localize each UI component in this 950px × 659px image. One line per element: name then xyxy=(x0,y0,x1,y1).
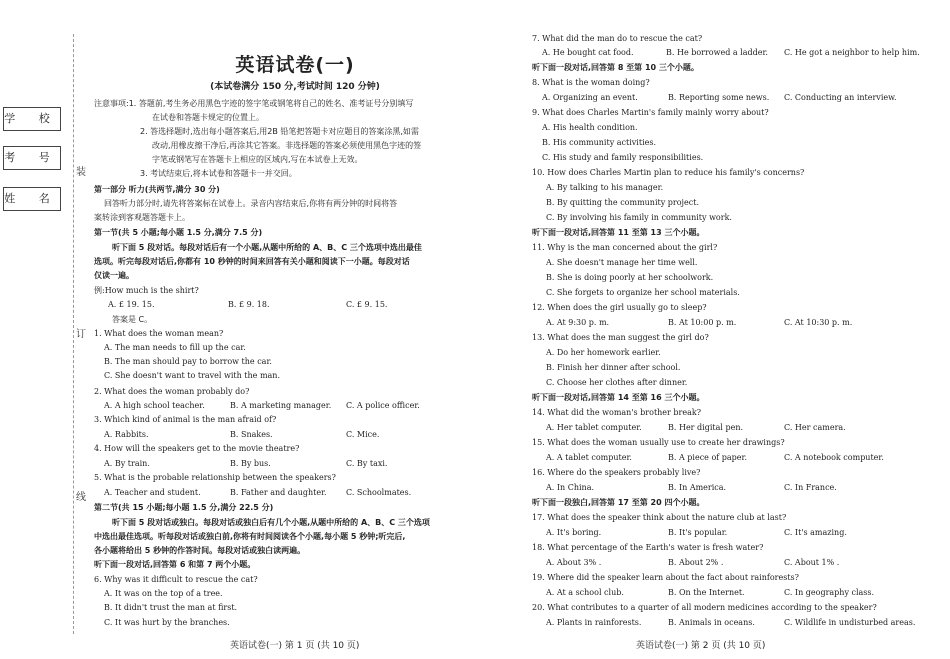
section2-heading: 第二节(共 15 小题;每小题 1.5 分,满分 22.5 分) xyxy=(94,503,274,512)
option-b[interactable]: B. On the Internet. xyxy=(668,588,745,597)
section1-intro: 仅读一遍。 xyxy=(94,271,134,280)
option-b[interactable]: B. Animals in oceans. xyxy=(668,618,755,627)
option-a[interactable]: A. He bought cat food. xyxy=(542,48,634,57)
option-b[interactable]: B. By quitting the community project. xyxy=(546,198,700,207)
option-c[interactable]: C. By taxi. xyxy=(346,459,388,468)
option-c[interactable]: C. In geography class. xyxy=(784,588,875,597)
example-option-a: A. £ 19. 15. xyxy=(108,300,155,309)
notes-line: 3. 考试结束后,将本试卷和答题卡一并交回。 xyxy=(140,169,297,178)
question-17: 17. What does the speaker think about the nature club at last? xyxy=(532,513,787,522)
binding-strip xyxy=(0,0,88,659)
option-a[interactable]: A. About 3% . xyxy=(546,558,602,567)
question-7: 7. What did the man do to rescue the cat? xyxy=(532,34,703,43)
option-a[interactable]: A. Her tablet computer. xyxy=(546,423,642,432)
option-c[interactable]: C. Conducting an interview. xyxy=(784,93,897,102)
option-b[interactable]: B. Finish her dinner after school. xyxy=(546,363,681,372)
question-3: 3. Which kind of animal is the man afraid of? xyxy=(94,415,277,424)
example-question: 例:How much is the shirt? xyxy=(94,286,199,295)
option-a[interactable]: A. A high school teacher. xyxy=(104,401,205,410)
part1-intro: 案转涂到客观题答题卡上。 xyxy=(94,213,190,222)
part1-heading: 第一部分 听力(共两节,满分 30 分) xyxy=(94,185,220,194)
option-c[interactable]: C. About 1% . xyxy=(784,558,840,567)
binding-char-zhuang: 装 xyxy=(76,167,86,178)
option-a[interactable]: A. His health condition. xyxy=(542,123,638,132)
option-b[interactable]: B. In America. xyxy=(668,483,727,492)
option-a[interactable]: A. A tablet computer. xyxy=(546,453,632,462)
part1-intro: 回答听力部分时,请先将答案标在试卷上。录音内容结束后,你将有两分钟的时间将答 xyxy=(104,199,398,208)
option-b[interactable]: B. Father and daughter. xyxy=(230,488,327,497)
option-c[interactable]: C. It was hurt by the branches. xyxy=(104,618,230,627)
option-b[interactable]: B. A marketing manager. xyxy=(230,401,332,410)
question-4: 4. How will the speakers get to the movie theatre? xyxy=(94,444,300,453)
binding-line xyxy=(73,34,74,634)
notes-line: 字笔或钢笔写在答题卡上相应的区域内,写在本试卷上无效。 xyxy=(152,155,363,164)
question-2: 2. What does the woman probably do? xyxy=(94,387,250,396)
section1-intro: 听下面 5 段对话。每段对话后有一个小题,从题中所给的 A、B、C 三个选项中选出最佳 xyxy=(112,243,422,252)
option-c[interactable]: C. She forgets to organize her school materials. xyxy=(546,288,740,297)
option-c[interactable]: C. By involving his family in community work. xyxy=(546,213,732,222)
option-b[interactable]: B. By bus. xyxy=(230,459,271,468)
section2-intro: 听下面 5 段对话或独白。每段对话或独白后有几个小题,从题中所给的 A、B、C 三个选项 xyxy=(112,518,430,527)
option-b[interactable]: B. It's popular. xyxy=(668,528,728,537)
question-11: 11. Why is the man concerned about the girl? xyxy=(532,243,718,252)
option-a[interactable]: A. It was on the top of a tree. xyxy=(104,589,223,598)
option-a[interactable]: A. Organizing an event. xyxy=(542,93,638,102)
option-c[interactable]: C. Wildlife in undisturbed areas. xyxy=(784,618,916,627)
option-c[interactable]: C. Mice. xyxy=(346,430,380,439)
notes-line: 在试卷和答题卡规定的位置上。 xyxy=(152,113,264,122)
option-c[interactable]: C. A police officer. xyxy=(346,401,420,410)
option-a[interactable]: A. Do her homework earlier. xyxy=(546,348,661,357)
option-c[interactable]: C. He got a neighbor to help him. xyxy=(784,48,920,57)
notes-line: 改动,用橡皮擦干净后,再涂其它答案。非选择题的答案必须使用黑色字迹的签 xyxy=(152,141,422,150)
monologue-instruction: 听下面一段独白,回答第 17 至第 20 四个小题。 xyxy=(532,498,705,507)
option-b[interactable]: B. Snakes. xyxy=(230,430,273,439)
question-5: 5. What is the probable relationship between the speakers? xyxy=(94,473,336,482)
option-b[interactable]: B. About 2% . xyxy=(668,558,724,567)
question-19: 19. Where did the speaker learn about the fact about rainforests? xyxy=(532,573,799,582)
option-c[interactable]: C. His study and family responsibilities. xyxy=(542,153,704,162)
question-15: 15. What does the woman usually use to create her drawings? xyxy=(532,438,785,447)
name-label: 姓 名 xyxy=(4,192,60,205)
option-a[interactable]: A. Rabbits. xyxy=(104,430,149,439)
section2-intro: 各小题将给出 5 秒钟的作答时间。每段对话或独白读两遍。 xyxy=(94,546,306,555)
page-2-footer: 英语试卷(一) 第 2 页 (共 10 页) xyxy=(636,641,766,651)
option-c[interactable]: C. In France. xyxy=(784,483,837,492)
section2-intro: 中选出最佳选项。听每段对话或独白前,你将有时间阅读各个小题,每小题 5 秒钟;听完后, xyxy=(94,532,406,541)
school-label: 学 校 xyxy=(4,112,60,125)
option-c[interactable]: C. A notebook computer. xyxy=(784,453,884,462)
question-13: 13. What does the man suggest the girl do? xyxy=(532,333,709,342)
binding-char-ding: 订 xyxy=(76,329,86,340)
option-a[interactable]: A. In China. xyxy=(546,483,595,492)
example-option-c: C. £ 9. 15. xyxy=(346,300,388,309)
option-a[interactable]: A. Teacher and student. xyxy=(104,488,201,497)
option-a[interactable]: A. At 9:30 p. m. xyxy=(546,318,610,327)
option-b[interactable]: B. The man should pay to borrow the car. xyxy=(104,357,272,366)
option-a[interactable]: A. It's boring. xyxy=(546,528,602,537)
example-option-b: B. £ 9. 18. xyxy=(228,300,270,309)
notes-line: 2. 答选择题时,选出每小题答案后,用2B 铅笔把答题卡对应题目的答案涂黑,如需 xyxy=(140,127,419,136)
option-c[interactable]: C. Her camera. xyxy=(784,423,846,432)
option-b[interactable]: B. It didn't trust the man at first. xyxy=(104,603,238,612)
question-10: 10. How does Charles Martin plan to reduce his family's concerns? xyxy=(532,168,805,177)
notes-line: 注意事项:1. 答题前,考生务必用黑色字迹的签字笔或钢笔将自己的姓名、准考证号分别填写 xyxy=(94,99,414,108)
option-a[interactable]: A. Plants in rainforests. xyxy=(546,618,642,627)
binding-char-xian: 线 xyxy=(76,492,86,503)
option-b[interactable]: B. A piece of paper. xyxy=(668,453,748,462)
page-1-footer: 英语试卷(一) 第 1 页 (共 10 页) xyxy=(230,641,360,651)
option-a[interactable]: A. By train. xyxy=(104,459,150,468)
example-answer: 答案是 C。 xyxy=(112,315,153,324)
section1-intro: 选项。听完每段对话后,你都有 10 秒钟的时间来回答有关小题和阅读下一小题。每段对话 xyxy=(94,257,410,266)
option-a[interactable]: A. At a school club. xyxy=(546,588,624,597)
option-b[interactable]: B. Reporting some news. xyxy=(668,93,770,102)
section1-heading: 第一节(共 5 小题;每小题 1.5 分,满分 7.5 分) xyxy=(94,228,263,237)
option-a[interactable]: A. The man needs to fill up the car. xyxy=(104,343,246,352)
option-a[interactable]: A. By talking to his manager. xyxy=(546,183,664,192)
dialog-instruction: 听下面一段对话,回答第 8 至第 10 三个小题。 xyxy=(532,63,699,72)
question-12: 12. When does the girl usually go to sleep? xyxy=(532,303,707,312)
dialog-instruction: 听下面一段对话,回答第 11 至第 13 三个小题。 xyxy=(532,228,705,237)
question-6: 6. Why was it difficult to rescue the cat? xyxy=(94,575,258,584)
school-field[interactable] xyxy=(3,107,61,131)
option-b[interactable]: B. His community activities. xyxy=(542,138,657,147)
option-b[interactable]: B. Her digital pen. xyxy=(668,423,744,432)
question-1: 1. What does the woman mean? xyxy=(94,329,224,338)
question-9: 9. What does Charles Martin's family mainly worry about? xyxy=(532,108,769,117)
question-18: 18. What percentage of the Earth's water is fresh water? xyxy=(532,543,764,552)
option-b[interactable]: B. She is doing poorly at her schoolwork. xyxy=(546,273,714,282)
option-a[interactable]: A. She doesn't manage her time well. xyxy=(546,258,698,267)
option-c[interactable]: C. Schoolmates. xyxy=(346,488,412,497)
exam-subtitle: (本试卷满分 150 分,考试时间 120 分钟) xyxy=(210,82,380,92)
exam-number-label: 考 号 xyxy=(4,151,60,164)
option-b[interactable]: B. At 10:00 p. m. xyxy=(668,318,737,327)
option-c[interactable]: C. It's amazing. xyxy=(784,528,847,537)
option-c[interactable]: C. Choose her clothes after dinner. xyxy=(546,378,688,387)
option-b[interactable]: B. He borrowed a ladder. xyxy=(666,48,768,57)
question-8: 8. What is the woman doing? xyxy=(532,78,650,87)
question-14: 14. What did the woman's brother break? xyxy=(532,408,701,417)
dialog-instruction: 听下面一段对话,回答第 6 和第 7 两个小题。 xyxy=(94,560,256,569)
exam-number-field[interactable] xyxy=(3,146,61,170)
question-20: 20. What contributes to a quarter of all modern medicines according to the speaker? xyxy=(532,603,877,612)
exam-title: 英语试卷(一) xyxy=(235,54,355,76)
option-c[interactable]: C. At 10:30 p. m. xyxy=(784,318,853,327)
name-field[interactable] xyxy=(3,187,61,211)
question-16: 16. Where do the speakers probably live? xyxy=(532,468,701,477)
dialog-instruction: 听下面一段对话,回答第 14 至第 16 三个小题。 xyxy=(532,393,705,402)
option-c[interactable]: C. She doesn't want to travel with the man. xyxy=(104,371,280,380)
